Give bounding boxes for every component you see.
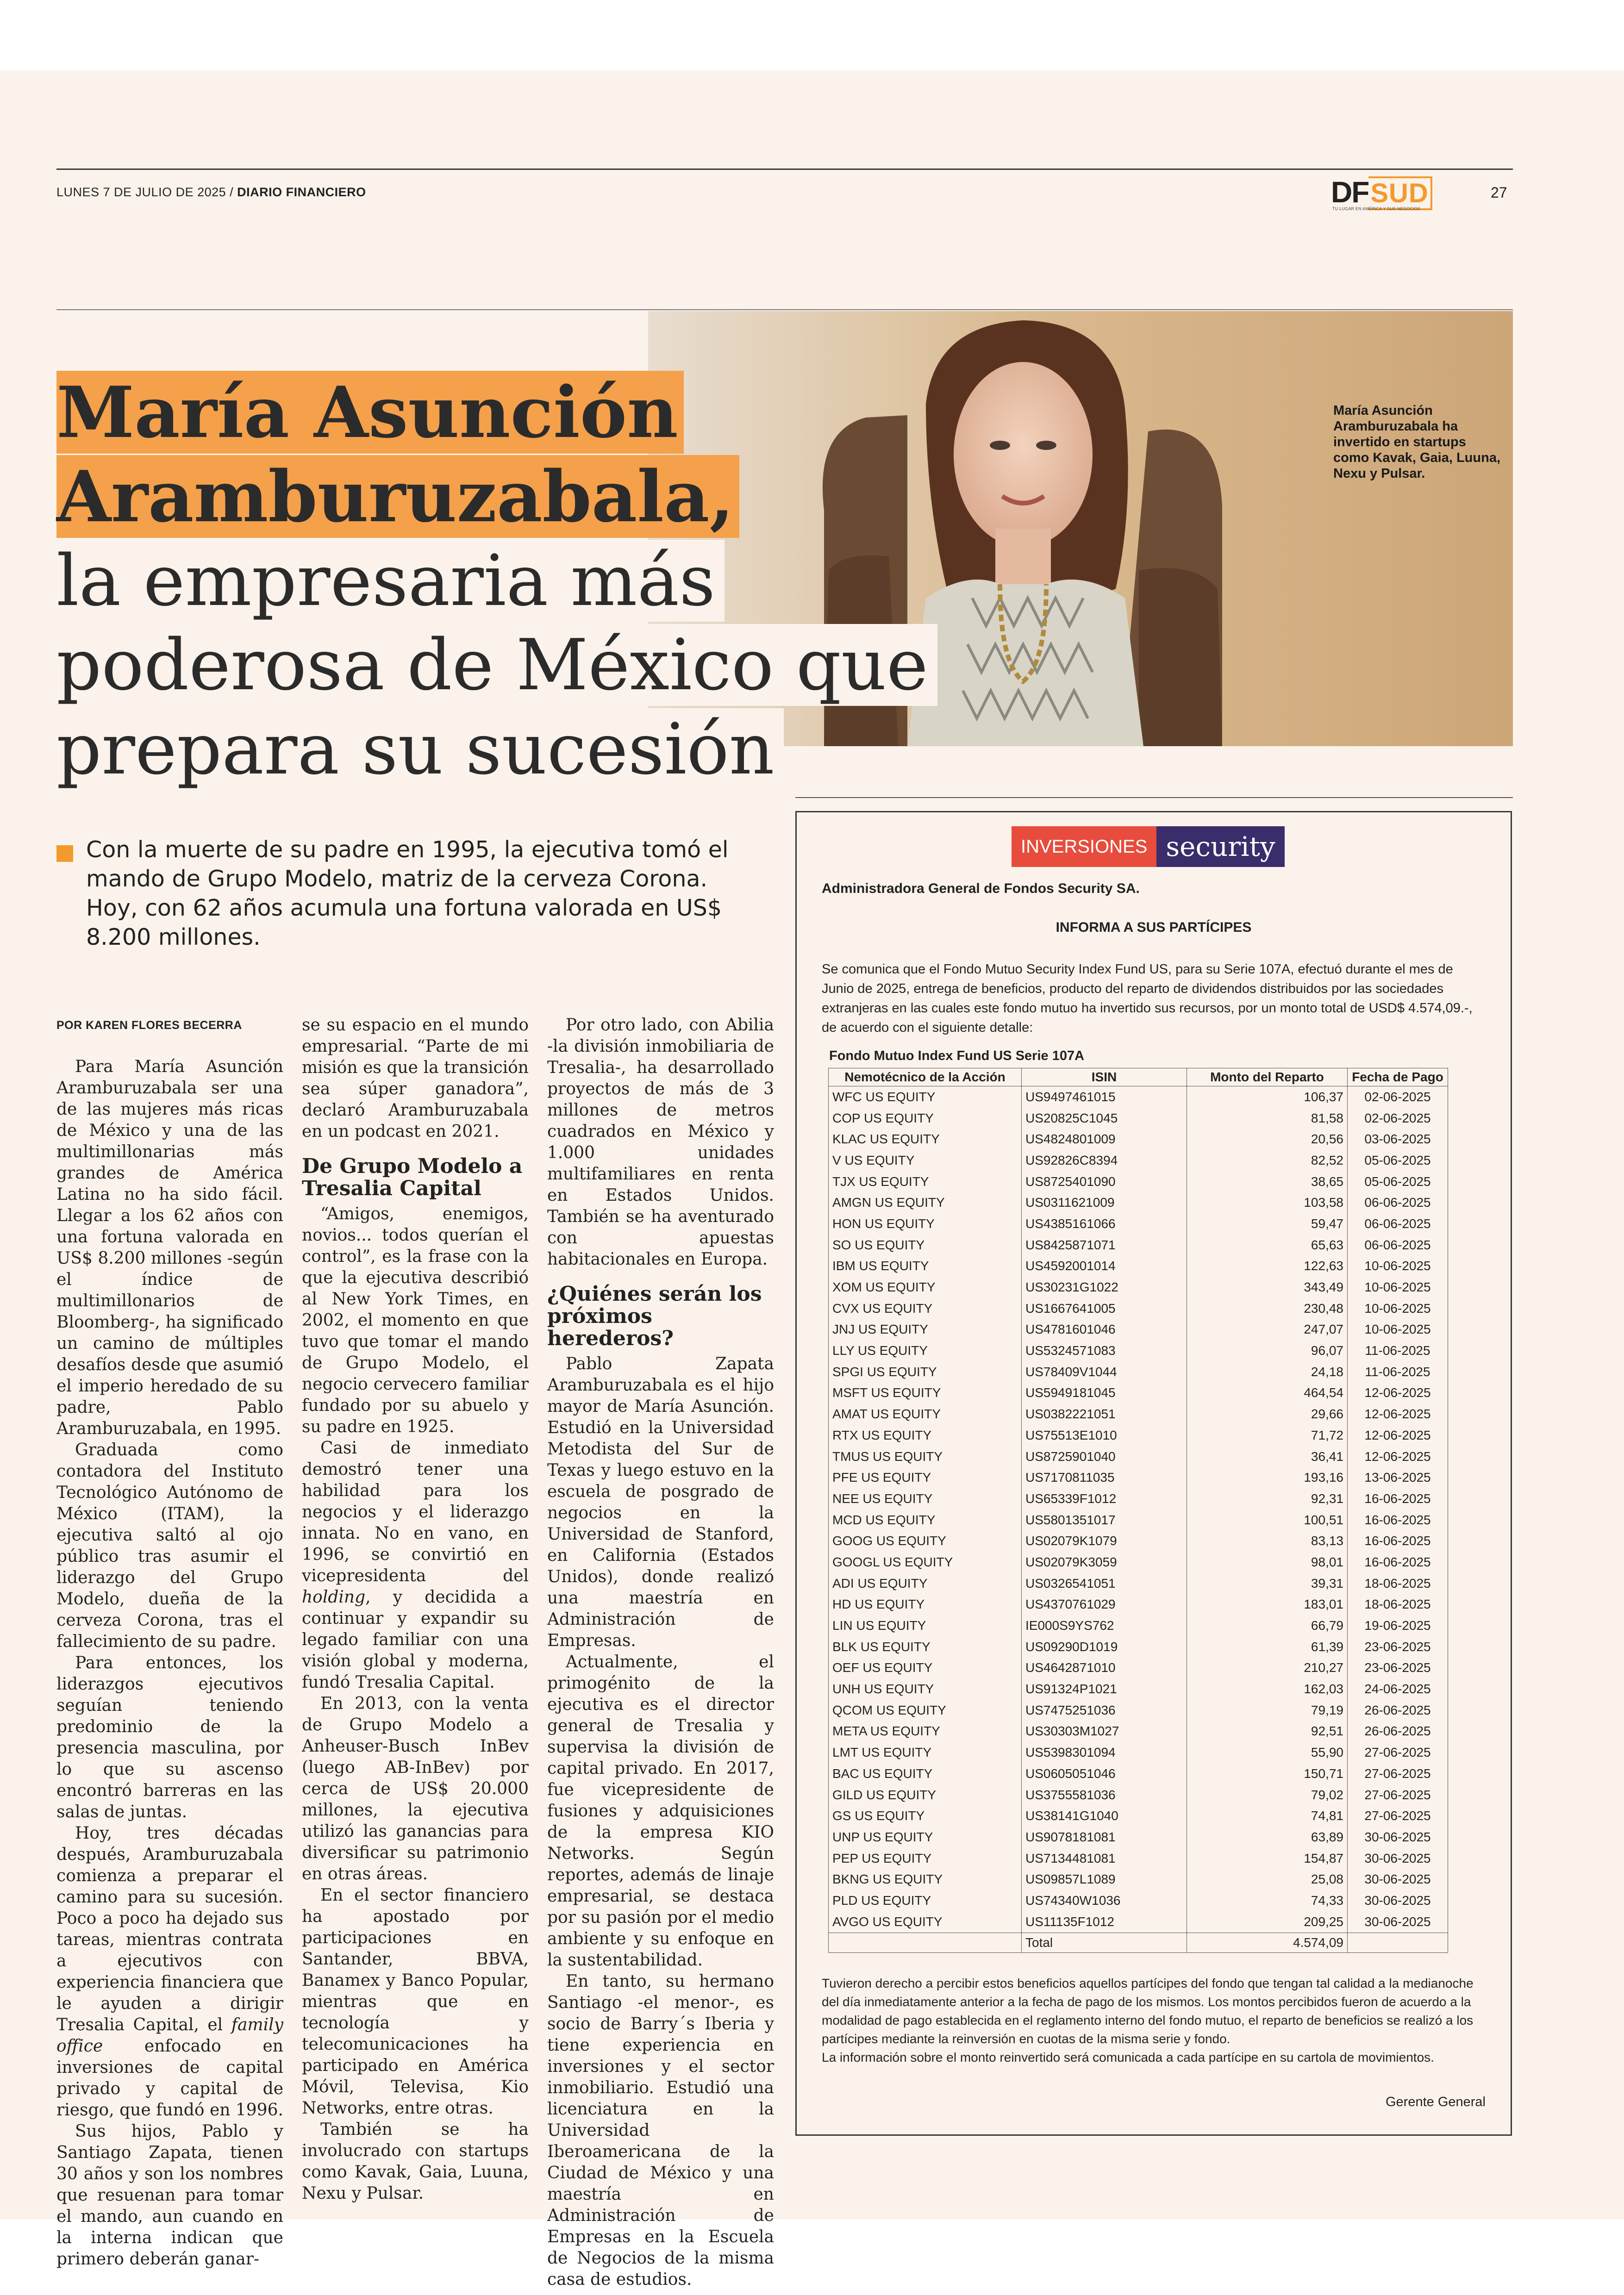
table-cell: 61,39 — [1187, 1636, 1348, 1658]
headline-line-2 — [56, 455, 936, 539]
table-cell: LMT US EQUITY — [829, 1742, 1022, 1763]
table-cell: GILD US EQUITY — [829, 1784, 1022, 1806]
table-cell: XOM US EQUITY — [829, 1277, 1022, 1298]
table-cell: US20825C1045 — [1022, 1108, 1187, 1129]
paragraph: Sus hijos, Pablo y Santiago Zapata, tienen 30 años y son los nombres que resuenan para tomar el mando, aun cuando en la interna indican que primero deberán ganar- — [56, 2122, 283, 2269]
paragraph: En el sector financiero ha apostado por participaciones en Santander, BBVA, Banamex y Banco Popular, mientras que en tecnología y telecomunicaciones ha participado en América Móvil, Televisa, Kio Networks, entre otras. — [302, 1886, 529, 2118]
paragraph-text: , y decidida a continuar y expandir su legado familiar con una visión global y moderna, fundó Tresalia Capital. — [302, 1588, 529, 1692]
table-cell: US0326541051 — [1022, 1573, 1187, 1594]
table-cell: US7475251036 — [1022, 1700, 1187, 1721]
table-cell: US7170811035 — [1022, 1467, 1187, 1488]
table-cell: 96,07 — [1187, 1340, 1348, 1361]
paragraph-text: Hoy, tres décadas después, Aramburuzabala comienza a preparar el camino para su sucesión. Poco a poco ha dejado sus tareas, mientras contrata a ejecutivos con experiencia financiera que le ayuden a dirigir Tresalia Capital, el — [56, 1824, 283, 2034]
table-cell: BLK US EQUITY — [829, 1636, 1022, 1658]
table-cell: 83,13 — [1187, 1530, 1348, 1552]
table-cell: 92,31 — [1187, 1488, 1348, 1509]
table-cell: 209,25 — [1187, 1911, 1348, 1933]
table-row — [829, 1636, 1448, 1658]
ad-paragraph: Se comunica que el Fondo Mutuo Security Index Fund US, para su Serie 107A, efectuó durante el mes de Junio de 2025, entrega de beneficios, producto del reparto de dividendos distribuidos por las sociedades extranjeras en las cuales este fondo mutuo ha invertido sus recursos, por un monto total de USD$ 4.574,09.-, de acuerdo con el siguiente detalle: — [822, 962, 1473, 1035]
paragraph-italic: family office — [56, 2015, 283, 2056]
paragraph: Actualmente, el primogénito de la ejecutiva es el director general de Tresalia y supervisa la división de capital privado. En 2017, fue vicepresidente de fusiones y adquisiciones de la empresa KIO Networks. Según reportes, además de linaje empresarial, se destaca por su pasión por el medio ambiente y su enfoque en la sustentabilidad. — [547, 1653, 774, 1970]
table-cell: 16-06-2025 — [1348, 1509, 1448, 1531]
table-cell: US4385161066 — [1022, 1213, 1187, 1235]
paragraph: Para entonces, los liderazgos ejecutivos seguían teniendo predominio de la presencia masculina, por lo que su ascenso encontró barreras en las salas de juntas. — [56, 1653, 283, 1821]
table-cell: US65339F1012 — [1022, 1488, 1187, 1509]
logo-security: security — [1156, 826, 1284, 867]
table-row — [829, 1827, 1448, 1848]
table-cell: US38141G1040 — [1022, 1805, 1187, 1827]
table-cell: US4592001014 — [1022, 1256, 1187, 1277]
table-row — [829, 1108, 1448, 1129]
table-cell: SO US EQUITY — [829, 1235, 1022, 1256]
table-cell: 150,71 — [1187, 1763, 1348, 1784]
table-cell: MSFT US EQUITY — [829, 1383, 1022, 1404]
table-cell: 65,63 — [1187, 1235, 1348, 1256]
table-cell: QCOM US EQUITY — [829, 1700, 1022, 1721]
headline-line-5 — [56, 707, 936, 792]
table-cell: 06-06-2025 — [1348, 1192, 1448, 1213]
ad-signature: Gerente General — [1385, 2095, 1486, 2109]
table-cell: US3755581036 — [1022, 1784, 1187, 1806]
table-row — [829, 1319, 1448, 1341]
table-cell: US91324P1021 — [1022, 1678, 1187, 1700]
table-cell: 18-06-2025 — [1348, 1573, 1448, 1594]
table-cell: US8425871071 — [1022, 1235, 1187, 1256]
table-row — [829, 1700, 1448, 1721]
table-cell: 29,66 — [1187, 1403, 1348, 1425]
table-row — [829, 1446, 1448, 1467]
table-cell: UNP US EQUITY — [829, 1827, 1022, 1848]
table-cell: 79,19 — [1187, 1700, 1348, 1721]
headline-highlight-1: María Asunción — [56, 371, 684, 454]
paragraph: Graduada como contadora del Instituto Tecnológico Autónomo de México (ITAM), la ejecutiva saltó al ojo público tras asumir el liderazgo del Grupo Modelo, dueña de la cerveza Corona, tras el fallecimiento de su padre. — [56, 1441, 283, 1651]
table-cell: MCD US EQUITY — [829, 1509, 1022, 1531]
paragraph: “Amigos, enemigos, novios... todos querían el control”, es la frase con la que la ejecutiva describió al New York Times, en 2002, el momento en que tuvo que tomar el mando de Grupo Modelo, el negocio cervecero familiar fundado por su abuelo y su padre en 1925. — [302, 1204, 529, 1436]
table-cell: US09857L1089 — [1022, 1869, 1187, 1890]
security-notice-ad — [795, 811, 1512, 2136]
table-row — [829, 1361, 1448, 1383]
table-cell: 27-06-2025 — [1348, 1763, 1448, 1784]
table-cell: US09290D1019 — [1022, 1636, 1187, 1658]
table-cell: IBM US EQUITY — [829, 1256, 1022, 1277]
table-cell: US9078181081 — [1022, 1827, 1187, 1848]
paragraph: En tanto, su hermano Santiago -el menor-, es socio de Barry´s Iberia y tiene experiencia en inversiones y el sector inmobiliario. Estudió una licenciatura en la Universidad Iberoamericana de la Ciudad de México y una maestría en Administración de Empresas en la Escuela de Negocios de la misma casa de estudios. — [547, 1972, 774, 2289]
table-cell: 20,56 — [1187, 1129, 1348, 1150]
paragraph: En 2013, con la venta de Grupo Modelo a Anheuser-Busch InBev (luego AB-InBev) por cerca de US$ 20.000 millones, la ejecutiva utilizó las ganancias para diversificar su patrimonio en otras áreas. — [302, 1694, 529, 1883]
table-cell: 05-06-2025 — [1348, 1171, 1448, 1192]
table-cell: SPGI US EQUITY — [829, 1361, 1022, 1383]
table-cell — [829, 1933, 1022, 1952]
table-cell: 24,18 — [1187, 1361, 1348, 1383]
headline-text-3: la empresaria más — [56, 540, 725, 622]
table-cell: 24-06-2025 — [1348, 1678, 1448, 1700]
table-cell: 26-06-2025 — [1348, 1721, 1448, 1742]
table-row — [829, 1488, 1448, 1509]
logo-tagline: TU LUGAR EN AMÉRICA Y SUS NEGOCIOS — [1332, 206, 1421, 211]
ad-footer — [822, 1974, 1493, 2067]
table-cell: US30303M1027 — [1022, 1721, 1187, 1742]
table-cell: US74340W1036 — [1022, 1890, 1187, 1911]
table-row — [829, 1129, 1448, 1150]
table-cell: 05-06-2025 — [1348, 1150, 1448, 1171]
table-row — [829, 1171, 1448, 1192]
table-row — [829, 1869, 1448, 1890]
table-cell: 25,08 — [1187, 1869, 1348, 1890]
ad-footer-text: Tuvieron derecho a percibir estos beneficios aquellos partícipes del fondo que tengan tal calidad a la medianoche del día inmediatamente anterior a la fecha de pago de los mismos. Los montos percibidos fueron de acuerdo a la modalidad de pago establecida en el reglamento interno del fondo mutuo, el reparto de beneficios se realizó a los partícipes mediante la reinversión en cuotas de la misma serie y fondo. — [822, 1976, 1474, 2046]
paragraph-italic: holding — [302, 1588, 366, 1607]
table-row — [829, 1890, 1448, 1911]
df-sud-logo — [1331, 175, 1432, 209]
table-cell: US4824801009 — [1022, 1129, 1187, 1150]
table-cell: US4642871010 — [1022, 1658, 1187, 1679]
table-cell: US92826C8394 — [1022, 1150, 1187, 1171]
table-cell: 36,41 — [1187, 1446, 1348, 1467]
table-cell: 11-06-2025 — [1348, 1361, 1448, 1383]
table-row — [829, 1340, 1448, 1361]
dividend-table — [828, 1068, 1448, 1953]
date: LUNES 7 DE JULIO DE 2025 — [56, 185, 226, 199]
headline-line-1 — [56, 370, 936, 455]
table-cell: 464,54 — [1187, 1383, 1348, 1404]
table-cell: US11135F1012 — [1022, 1911, 1187, 1933]
paper-name: DIARIO FINANCIERO — [237, 185, 366, 199]
table-cell: 59,47 — [1187, 1213, 1348, 1235]
table-cell: US0311621009 — [1022, 1192, 1187, 1213]
logo-sud: SUD — [1368, 176, 1432, 210]
table-row — [829, 1615, 1448, 1636]
table-cell: 18-06-2025 — [1348, 1594, 1448, 1615]
table-cell: 230,48 — [1187, 1298, 1348, 1319]
table-cell: 27-06-2025 — [1348, 1742, 1448, 1763]
table-row — [829, 1235, 1448, 1256]
table-row — [829, 1277, 1448, 1298]
table-cell: US0382221051 — [1022, 1403, 1187, 1425]
table-cell: GOOGL US EQUITY — [829, 1552, 1022, 1573]
table-cell: 79,02 — [1187, 1784, 1348, 1806]
total-value: 4.574,09 — [1187, 1933, 1348, 1952]
table-cell — [1348, 1933, 1448, 1952]
table-cell: 10-06-2025 — [1348, 1277, 1448, 1298]
table-cell: NEE US EQUITY — [829, 1488, 1022, 1509]
table-cell: 12-06-2025 — [1348, 1403, 1448, 1425]
table-cell: US5398301094 — [1022, 1742, 1187, 1763]
table-cell: LLY US EQUITY — [829, 1340, 1022, 1361]
table-cell: BKNG US EQUITY — [829, 1869, 1022, 1890]
table-cell: US8725901040 — [1022, 1446, 1187, 1467]
table-row — [829, 1467, 1448, 1488]
table-cell: 30-06-2025 — [1348, 1911, 1448, 1933]
table-cell: META US EQUITY — [829, 1721, 1022, 1742]
table-cell: 19-06-2025 — [1348, 1615, 1448, 1636]
ad-administrator: Administradora General de Fondos Security SA. — [822, 881, 1140, 896]
table-row — [829, 1403, 1448, 1425]
table-row — [829, 1192, 1448, 1213]
table-row — [829, 1425, 1448, 1446]
table-row — [829, 1911, 1448, 1933]
table-cell: 16-06-2025 — [1348, 1530, 1448, 1552]
table-row — [829, 1086, 1448, 1108]
table-cell: RTX US EQUITY — [829, 1425, 1022, 1446]
table-cell: UNH US EQUITY — [829, 1678, 1022, 1700]
ad-footer-text: La información sobre el monto reinvertido será comunicada a cada partícipe en su cartola de movimientos. — [822, 2050, 1434, 2064]
table-row — [829, 1594, 1448, 1615]
logo-df: DF — [1331, 175, 1369, 209]
table-cell: 10-06-2025 — [1348, 1319, 1448, 1341]
table-cell: 74,81 — [1187, 1805, 1348, 1827]
table-cell: OEF US EQUITY — [829, 1658, 1022, 1679]
table-cell: V US EQUITY — [829, 1150, 1022, 1171]
table-cell: US9497461015 — [1022, 1086, 1187, 1108]
table-row — [829, 1678, 1448, 1700]
paragraph — [302, 1438, 529, 1693]
headline-highlight-2: Aramburuzabala, — [56, 455, 739, 538]
table-cell: US5949181045 — [1022, 1383, 1187, 1404]
table-cell: US8725401090 — [1022, 1171, 1187, 1192]
table-row — [829, 1763, 1448, 1784]
table-cell: GOOG US EQUITY — [829, 1530, 1022, 1552]
table-cell: US75513E1010 — [1022, 1425, 1187, 1446]
table-row — [829, 1256, 1448, 1277]
table-cell: US4781601046 — [1022, 1319, 1187, 1341]
total-label: Total — [1022, 1933, 1187, 1952]
table-cell: AMAT US EQUITY — [829, 1403, 1022, 1425]
table-row — [829, 1298, 1448, 1319]
table-cell: US5801351017 — [1022, 1509, 1187, 1531]
table-header-row — [829, 1068, 1448, 1086]
table-cell: 03-06-2025 — [1348, 1129, 1448, 1150]
table-cell: IE000S9YS762 — [1022, 1615, 1187, 1636]
table-row — [829, 1721, 1448, 1742]
table-cell: 27-06-2025 — [1348, 1784, 1448, 1806]
table-cell: AVGO US EQUITY — [829, 1911, 1022, 1933]
table-cell: 11-06-2025 — [1348, 1340, 1448, 1361]
table-cell: 82,52 — [1187, 1150, 1348, 1171]
headline — [56, 370, 936, 792]
table-cell: 26-06-2025 — [1348, 1700, 1448, 1721]
table-cell: 210,27 — [1187, 1658, 1348, 1679]
table-cell: 193,16 — [1187, 1467, 1348, 1488]
table-cell: 71,72 — [1187, 1425, 1348, 1446]
column-header: Fecha de Pago — [1348, 1068, 1448, 1086]
dateline — [56, 185, 366, 200]
table-cell: GS US EQUITY — [829, 1805, 1022, 1827]
table-cell: 39,31 — [1187, 1573, 1348, 1594]
photo-caption: María Asunción Aramburuzabala ha invertido en startups como Kavak, Gaia, Luuna, Nexu y Pulsar. — [1333, 403, 1500, 481]
table-cell: 02-06-2025 — [1348, 1086, 1448, 1108]
table-cell: 12-06-2025 — [1348, 1425, 1448, 1446]
table-cell: 16-06-2025 — [1348, 1488, 1448, 1509]
table-row — [829, 1805, 1448, 1827]
section-rule — [56, 309, 1513, 310]
table-cell: 27-06-2025 — [1348, 1805, 1448, 1827]
table-cell: 06-06-2025 — [1348, 1235, 1448, 1256]
headline-text-4: poderosa de México que — [56, 624, 937, 706]
page-number: 27 — [1491, 184, 1507, 201]
table-cell: US78409V1044 — [1022, 1361, 1187, 1383]
paragraph: También se ha involucrado con startups como Kavak, Gaia, Luuna, Nexu y Pulsar. — [302, 2120, 529, 2203]
ad-heading: INFORMA A SUS PARTÍCIPES — [1056, 920, 1252, 935]
table-cell: LIN US EQUITY — [829, 1615, 1022, 1636]
table-cell: CVX US EQUITY — [829, 1298, 1022, 1319]
table-cell: 10-06-2025 — [1348, 1298, 1448, 1319]
table-cell: 02-06-2025 — [1348, 1108, 1448, 1129]
table-cell: HD US EQUITY — [829, 1594, 1022, 1615]
table-cell: 13-06-2025 — [1348, 1467, 1448, 1488]
table-cell: 162,03 — [1187, 1678, 1348, 1700]
paragraph: Para María Asunción Aramburuzabala ser una de las mujeres más ricas de México y una de las multimillonarias más grandes de América Latina no ha sido fácil. Llegar a los 62 años con una fortuna valorada en US$ 8.200 millones -según el índice de multimillonarios de Bloomberg-, ha significado un camino de múltiples desafíos desde que asumió el imperio heredado de su padre, Pablo Aramburuzabala, en 1995. — [56, 1057, 283, 1438]
headline-line-3 — [56, 539, 936, 623]
table-cell: 247,07 — [1187, 1319, 1348, 1341]
table-row — [829, 1742, 1448, 1763]
table-cell: US7134481081 — [1022, 1848, 1187, 1869]
table-row — [829, 1658, 1448, 1679]
column-header: ISIN — [1022, 1068, 1187, 1086]
paragraph — [56, 1823, 283, 2121]
table-cell: JNJ US EQUITY — [829, 1319, 1022, 1341]
table-cell: 63,89 — [1187, 1827, 1348, 1848]
table-cell: 183,01 — [1187, 1594, 1348, 1615]
paragraph: Pablo Zapata Aramburuzabala es el hijo mayor de María Asunción. Estudió en la Universidad Metodista del Sur de Texas y luego estuvo en la escuela de posgrado de negocios en la Universidad de Stanford, en California (Estados Unidos), donde realizó una maestría en Administración de Empresas. — [547, 1354, 774, 1650]
table-cell: BAC US EQUITY — [829, 1763, 1022, 1784]
table-body — [829, 1086, 1448, 1953]
table-cell: 38,65 — [1187, 1171, 1348, 1192]
table-cell: 55,90 — [1187, 1742, 1348, 1763]
table-row — [829, 1383, 1448, 1404]
subheading: ¿Quiénes serán los próximos herederos? — [547, 1282, 762, 1350]
article-column-3 — [547, 1015, 774, 2290]
headline-text-5: prepara su sucesión — [56, 708, 784, 790]
subheading: De Grupo Modelo a Tresalia Capital — [302, 1154, 523, 1200]
fund-title: Fondo Mutuo Index Fund US Serie 107A — [829, 1048, 1085, 1063]
paragraph: Por otro lado, con Abilia -la división inmobiliaria de Tresalia-, ha desarrollado proyectos de más de 3 millones de metros cuadrados en México y 1.000 unidades multifamiliares en renta en Estados Unidos. También se ha aventurado con apuestas habitacionales en Europa. — [547, 1016, 774, 1269]
byline: POR KAREN FLORES BECERRA — [56, 1019, 242, 1032]
table-row — [829, 1848, 1448, 1869]
inversiones-security-logo — [1012, 826, 1285, 867]
table-cell: 10-06-2025 — [1348, 1256, 1448, 1277]
table-cell: PLD US EQUITY — [829, 1890, 1022, 1911]
paragraph-text: enfocado en inversiones de capital privado y capital de riesgo, que fundó en 1996. — [56, 2037, 283, 2120]
article-column-2 — [302, 1015, 529, 2204]
article-column-1 — [56, 1015, 283, 2270]
table-cell: 343,49 — [1187, 1277, 1348, 1298]
table-cell: 23-06-2025 — [1348, 1636, 1448, 1658]
table-cell: US30231G1022 — [1022, 1277, 1187, 1298]
table-cell: 100,51 — [1187, 1509, 1348, 1531]
table-cell: US02079K3059 — [1022, 1552, 1187, 1573]
table-cell: TMUS US EQUITY — [829, 1446, 1022, 1467]
table-cell: COP US EQUITY — [829, 1108, 1022, 1129]
table-cell: US0605051046 — [1022, 1763, 1187, 1784]
column-header: Monto del Reparto — [1187, 1068, 1348, 1086]
table-cell: 92,51 — [1187, 1721, 1348, 1742]
table-cell: 66,79 — [1187, 1615, 1348, 1636]
table-cell: HON US EQUITY — [829, 1213, 1022, 1235]
table-cell: US4370761029 — [1022, 1594, 1187, 1615]
table-cell: 98,01 — [1187, 1552, 1348, 1573]
table-cell: 74,33 — [1187, 1890, 1348, 1911]
table-cell: US5324571083 — [1022, 1340, 1187, 1361]
lede-bullet-icon — [56, 845, 73, 862]
table-cell: 12-06-2025 — [1348, 1446, 1448, 1467]
table-row — [829, 1552, 1448, 1573]
table-cell: 16-06-2025 — [1348, 1552, 1448, 1573]
table-row — [829, 1573, 1448, 1594]
table-row — [829, 1784, 1448, 1806]
header-rule — [56, 168, 1513, 170]
dateline-separator: / — [226, 185, 237, 199]
table-cell: 30-06-2025 — [1348, 1827, 1448, 1848]
table-row — [829, 1150, 1448, 1171]
table-cell: 30-06-2025 — [1348, 1890, 1448, 1911]
table-cell: KLAC US EQUITY — [829, 1129, 1022, 1150]
table-row — [829, 1213, 1448, 1235]
table-cell: 30-06-2025 — [1348, 1848, 1448, 1869]
table-cell: 12-06-2025 — [1348, 1383, 1448, 1404]
table-cell: 103,58 — [1187, 1192, 1348, 1213]
table-cell: 30-06-2025 — [1348, 1869, 1448, 1890]
table-cell: PFE US EQUITY — [829, 1467, 1022, 1488]
table-cell: 23-06-2025 — [1348, 1658, 1448, 1679]
table-cell: 122,63 — [1187, 1256, 1348, 1277]
logo-inversiones: INVERSIONES — [1012, 826, 1156, 867]
table-row — [829, 1509, 1448, 1531]
table-cell: ADI US EQUITY — [829, 1573, 1022, 1594]
column-header: Nemotécnico de la Acción — [829, 1068, 1022, 1086]
paragraph-text: Casi de inmediato demostró tener una habilidad para los negocios y el liderazgo innata. No en vano, en 1996, se convirtió en vicepresidenta del — [302, 1439, 529, 1585]
paragraph: se su espacio en el mundo empresarial. “Parte de mi misión es que la transición sea súper ganadora”, declaró Aramburuzabala en un podcast en 2021. — [302, 1016, 529, 1141]
table-row — [829, 1530, 1448, 1552]
lede: Con la muerte de su padre en 1995, la ejecutiva tomó el mando de Grupo Modelo, matriz de la cerveza Corona. Hoy, con 62 años acumula una fortuna valorada en US$ 8.200 millones. — [86, 836, 729, 950]
table-cell: 154,87 — [1187, 1848, 1348, 1869]
table-cell: PEP US EQUITY — [829, 1848, 1022, 1869]
table-cell: 06-06-2025 — [1348, 1213, 1448, 1235]
table-cell: 81,58 — [1187, 1108, 1348, 1129]
table-total-row — [829, 1933, 1448, 1952]
table-cell: AMGN US EQUITY — [829, 1192, 1022, 1213]
table-cell: US1667641005 — [1022, 1298, 1187, 1319]
table-cell: TJX US EQUITY — [829, 1171, 1022, 1192]
photo-underline-rule — [795, 797, 1513, 798]
table-cell: WFC US EQUITY — [829, 1086, 1022, 1108]
headline-line-4 — [56, 623, 936, 707]
table-cell: 106,37 — [1187, 1086, 1348, 1108]
table-cell: US02079K1079 — [1022, 1530, 1187, 1552]
